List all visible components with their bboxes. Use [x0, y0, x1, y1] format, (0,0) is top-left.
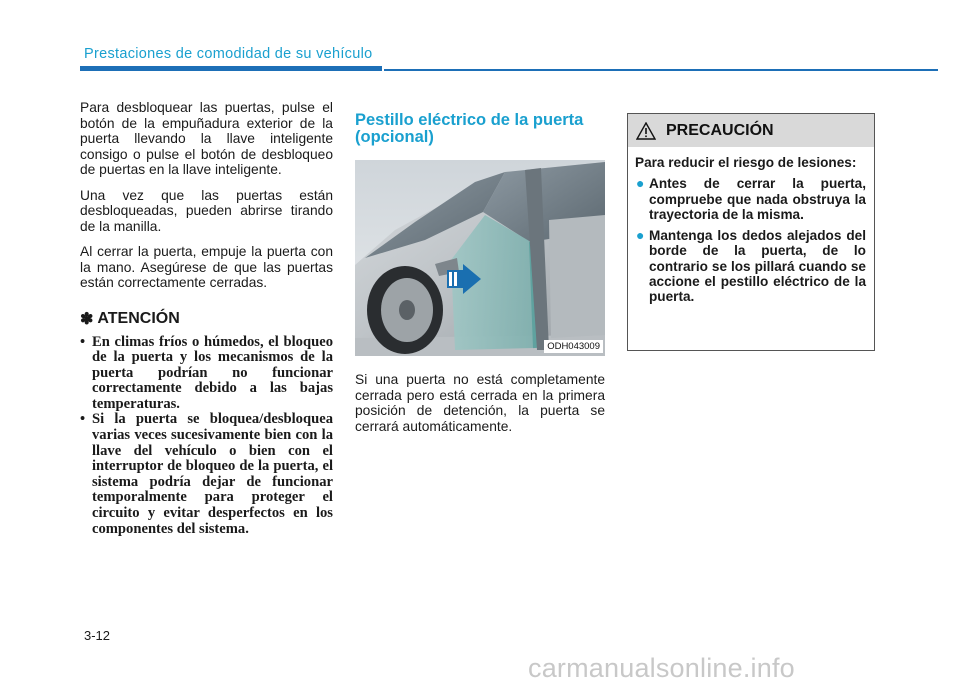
body-paragraph: Al cerrar la puerta, empuje la puerta con la mano. Asegúrese de que las puertas están correctamente cerradas.	[80, 244, 333, 290]
body-paragraph: Para desbloquear las puertas, pulse el botón de la empuñadura exterior de la puerta llevando la llave inteligente consigo o pulse el botón de desbloqueo de puertas en la llave inteligente.	[80, 100, 333, 177]
caution-item: ● Antes de cerrar la puerta, compruebe que nada obstruya la trayectoria de la misma.	[636, 175, 866, 222]
bullet-icon: ●	[636, 227, 645, 244]
caution-intro: Para reducir el riesgo de lesiones:	[635, 155, 857, 170]
bullet-icon: •	[80, 411, 86, 428]
right-column	[627, 113, 877, 351]
attention-heading	[80, 309, 333, 329]
watermark: carmanualsonline.info	[528, 653, 795, 683]
header-title: Prestaciones de comodidad de su vehículo	[84, 46, 373, 62]
attention-icon: ✽	[80, 310, 94, 328]
car-door-image	[355, 160, 605, 356]
bullet-icon: •	[80, 333, 86, 350]
section-title: Pestillo eléctrico de la puerta (opcional)	[355, 111, 584, 146]
caution-title: PRECAUCIÓN	[666, 121, 774, 139]
caution-body	[628, 147, 874, 317]
bullet-icon: ●	[636, 175, 645, 192]
body-paragraph: Si una puerta no está completamente cerrada pero está cerrada en la primera posición de detención, la puerta se cerrará automáticamente.	[355, 372, 605, 434]
left-column	[80, 100, 333, 537]
warning-triangle-icon	[636, 122, 656, 140]
car-door-illustration	[355, 160, 605, 356]
page-number: 3-12	[84, 628, 111, 643]
body-paragraph: Una vez que las puertas están desbloqueadas, pueden abrirse tirando de la manilla.	[80, 187, 333, 234]
middle-column	[355, 100, 605, 444]
header-rule	[384, 69, 938, 71]
attention-item: • Si la puerta se bloquea/desbloquea varias veces sucesivamente bien con la llave del vehículo o bien con el interruptor de bloqueo de la puerta, el sistema podría dejar de funcionar temporalmente para proteger el circuito y evitar desperfectos en los componentes del sistema.	[80, 411, 333, 537]
figure-code: ODH043009	[544, 340, 603, 353]
header-bar	[80, 66, 382, 71]
caution-box	[627, 113, 875, 351]
attention-list	[80, 335, 333, 538]
attention-item: • En climas fríos o húmedos, el bloqueo de la puerta y los mecanismos de la puerta podrían no funcionar correctamente debido a las bajas temperaturas.	[80, 333, 333, 412]
caution-header	[628, 114, 874, 147]
attention-title: ATENCIÓN	[97, 309, 180, 327]
caution-list	[635, 176, 866, 304]
caution-item: ● Mantenga los dedos alejados del borde de la puerta, de lo contrario se los pillará cuando se accione el pestillo eléctrico de la puerta.	[636, 227, 866, 305]
